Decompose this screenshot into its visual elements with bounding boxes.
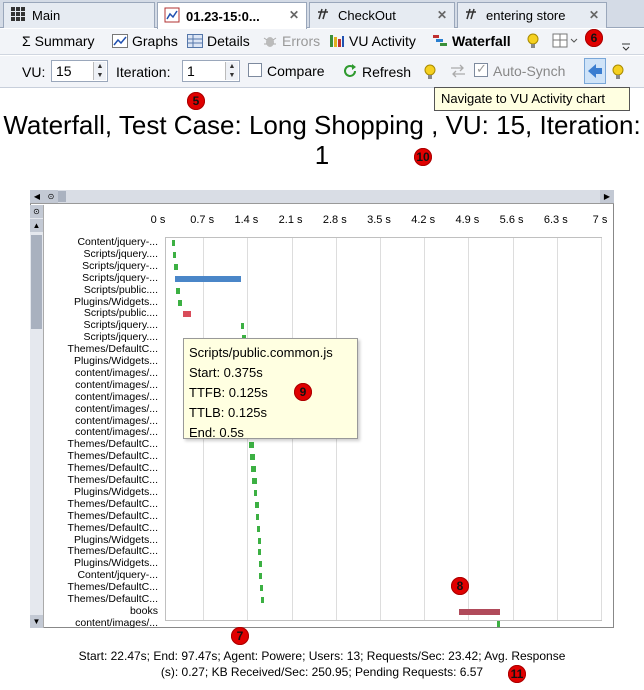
- row-label: Themes/DefaultC...: [67, 509, 158, 522]
- request-bar[interactable]: [176, 288, 180, 294]
- row-label: Themes/DefaultC...: [67, 545, 158, 558]
- tooltip-ttfb: TTFB: 0.125s: [189, 385, 268, 400]
- row-label: content/images/...: [75, 426, 158, 439]
- request-bar[interactable]: [174, 264, 178, 270]
- tab-strip: [0, 0, 644, 28]
- waterfall-button[interactable]: [432, 33, 511, 49]
- tooltip-end: End: 0.5s: [189, 425, 244, 440]
- request-bar[interactable]: [497, 621, 500, 627]
- tooltip-ttlb: TTLB: 0.125s: [189, 405, 268, 420]
- stats-footer: [0, 648, 644, 680]
- navigate-tooltip: Navigate to VU Activity chart: [434, 87, 630, 111]
- annotation-badge: 11: [508, 665, 526, 683]
- row-label: Themes/DefaultC...: [67, 450, 158, 463]
- vu-spinner[interactable]: [51, 60, 108, 82]
- x-tick-label: 1.4 s: [234, 214, 259, 226]
- request-bar[interactable]: [257, 526, 260, 532]
- details-button[interactable]: [187, 33, 250, 49]
- row-label: Themes/DefaultC...: [67, 593, 158, 605]
- annotation-badge: 7: [231, 627, 249, 645]
- iteration-label: Iteration:: [116, 64, 171, 80]
- row-label: Themes/DefaultC...: [67, 474, 158, 486]
- gridline: [513, 238, 514, 620]
- chart-doc-icon: [164, 7, 180, 26]
- row-label: Themes/DefaultC...: [67, 497, 158, 510]
- refresh-button[interactable]: Refresh: [362, 64, 412, 80]
- tab-label: entering store: [486, 8, 566, 23]
- row-label: Plugins/Widgets...: [73, 295, 158, 308]
- request-bar[interactable]: [254, 490, 258, 496]
- row-label: Themes/DefaultC...: [67, 462, 158, 475]
- sigma-icon: Σ: [22, 33, 31, 49]
- table-icon: [187, 34, 203, 48]
- request-bar[interactable]: [260, 585, 263, 591]
- row-label: books: [129, 604, 158, 617]
- x-tick-label: 7 s: [592, 214, 608, 226]
- request-bar[interactable]: [175, 276, 241, 282]
- row-label: Content/jquery-...: [77, 236, 158, 248]
- row-label: Scripts/jquery-...: [82, 259, 158, 272]
- request-bar[interactable]: [256, 514, 259, 520]
- errors-button[interactable]: [262, 33, 320, 49]
- line-chart-icon: [112, 34, 128, 48]
- waterfall-label: Waterfall: [452, 33, 511, 49]
- lightbulb-icon[interactable]: [612, 64, 624, 83]
- chart-title: [0, 110, 644, 170]
- x-tick-label: 4.9 s: [455, 214, 480, 226]
- tab-main[interactable]: [3, 2, 155, 28]
- request-bar[interactable]: [172, 240, 175, 246]
- x-tick-label: 5.6 s: [499, 214, 524, 226]
- row-label: Scripts/jquery-...: [82, 271, 158, 284]
- view-toolbar: [0, 29, 644, 55]
- tooltip-name: Scripts/public.common.js: [189, 345, 333, 360]
- request-bar[interactable]: [183, 311, 191, 317]
- gridline: [601, 238, 602, 620]
- refresh-icon[interactable]: [342, 63, 358, 82]
- stats-line-1: Start: 22.47s; End: 97.47s; Agent: Powere; Users: 13; Requests/Sec: 23.42; Avg. Response: [78, 649, 566, 663]
- grid-icon: [10, 6, 26, 25]
- layout-grid-button[interactable]: [552, 33, 578, 49]
- bug-icon: [262, 34, 278, 48]
- x-tick-label: 3.5 s: [367, 214, 391, 226]
- row-label: Scripts/public....: [83, 307, 158, 320]
- row-label: Scripts/jquery....: [83, 331, 158, 344]
- chart-title-text: Waterfall, Test Case: Long Shopping , VU: 15, Iteration: 1: [3, 110, 641, 170]
- row-label: content/images/...: [75, 366, 158, 379]
- summary-button[interactable]: [22, 33, 95, 49]
- vu-activity-icon: [329, 34, 345, 48]
- request-bar[interactable]: [251, 466, 256, 472]
- close-icon[interactable]: ✕: [588, 8, 599, 22]
- x-tick-label: 4.2 s: [411, 214, 436, 226]
- spinner-arrows-icon[interactable]: ▲ ▼: [93, 62, 106, 80]
- vu-activity-label: VU Activity: [349, 33, 416, 49]
- request-bar[interactable]: [173, 252, 176, 258]
- row-label: content/images/...: [75, 414, 158, 427]
- row-label: content/images/...: [75, 390, 158, 403]
- tab-results[interactable]: [157, 2, 307, 29]
- x-tick-label: 2.1 s: [278, 214, 303, 226]
- x-tick-label: 2.8 s: [322, 214, 347, 226]
- row-label: Plugins/Widgets...: [73, 355, 158, 367]
- request-bar[interactable]: [258, 538, 261, 544]
- annotation-badge: 6: [585, 29, 603, 47]
- row-label: Plugins/Widgets...: [73, 485, 158, 498]
- vu-activity-button[interactable]: [329, 33, 416, 49]
- navigate-vu-activity-button[interactable]: [584, 58, 606, 84]
- tab-entering-store[interactable]: [457, 2, 607, 28]
- auto-synch-label: Auto-Synch: [493, 63, 566, 79]
- script-icon: [464, 6, 480, 25]
- tab-label: 01.23-15:0...: [186, 8, 260, 24]
- vu-value: 15: [56, 63, 72, 79]
- graphs-button[interactable]: [112, 33, 178, 49]
- row-label: content/images/...: [75, 616, 158, 629]
- request-bar[interactable]: [259, 561, 262, 567]
- row-label: Scripts/jquery....: [83, 319, 158, 332]
- scroll-down-icon[interactable]: ▼: [30, 615, 43, 628]
- lightbulb-icon[interactable]: [527, 33, 539, 49]
- x-tick-label: 6.3 s: [543, 214, 568, 226]
- request-bar[interactable]: [241, 323, 244, 329]
- auto-synch-checkbox[interactable]: [474, 63, 488, 77]
- lightbulb-icon[interactable]: [424, 64, 436, 83]
- row-label: Scripts/jquery....: [83, 247, 158, 260]
- row-label: Plugins/Widgets...: [73, 557, 158, 570]
- iteration-value: 1: [187, 63, 195, 79]
- request-bar[interactable]: [249, 442, 254, 448]
- row-label: Content/jquery-...: [77, 569, 158, 582]
- script-icon: [316, 6, 332, 25]
- x-tick-label: 0.7 s: [190, 214, 215, 226]
- request-bar[interactable]: [259, 573, 262, 579]
- tab-checkout[interactable]: [309, 2, 455, 28]
- tab-label: CheckOut: [338, 8, 396, 23]
- spinner-arrows-icon[interactable]: ▲ ▼: [225, 62, 238, 80]
- request-bar[interactable]: [178, 300, 182, 306]
- gridline: [424, 238, 425, 620]
- request-bar[interactable]: [258, 549, 261, 555]
- gridline: [468, 238, 469, 620]
- scroll-gear-icon[interactable]: ⊙: [44, 190, 58, 203]
- x-tick-label: 0 s: [150, 214, 166, 226]
- details-label: Details: [207, 33, 250, 49]
- row-label: Themes/DefaultC...: [67, 438, 158, 451]
- request-bar[interactable]: [459, 609, 500, 615]
- annotation-badge: 5: [187, 92, 205, 110]
- request-bar[interactable]: [255, 502, 259, 508]
- sync-arrows-icon[interactable]: [449, 64, 467, 81]
- layout-grid-icon: [552, 33, 578, 49]
- stats-line-2: (s): 0.27; KB Received/Sec: 250.95; Pending Requests: 6.57: [160, 665, 484, 679]
- request-tooltip: [183, 338, 358, 439]
- annotation-badge: 8: [451, 577, 469, 595]
- overflow-chevron-icon[interactable]: [621, 42, 631, 52]
- waterfall-icon: [432, 34, 448, 48]
- row-label: content/images/...: [75, 402, 158, 415]
- graphs-label: Graphs: [132, 33, 178, 49]
- row-label: Themes/DefaultC...: [67, 581, 158, 594]
- errors-label: Errors: [282, 33, 321, 49]
- vu-toolbar: [0, 56, 644, 88]
- close-icon[interactable]: ✕: [436, 8, 447, 22]
- row-label: content/images/...: [75, 378, 158, 391]
- scroll-right-icon[interactable]: ▶: [600, 190, 614, 203]
- tab-label: Main: [32, 8, 61, 23]
- annotation-badge: 9: [294, 383, 312, 401]
- horizontal-scrollbar[interactable]: [30, 190, 614, 204]
- scroll-gear-icon[interactable]: ⊙: [30, 205, 43, 218]
- compare-checkbox[interactable]: [248, 63, 262, 77]
- request-bar[interactable]: [250, 454, 255, 460]
- row-label: Scripts/public....: [83, 283, 158, 296]
- tooltip-start: Start: 0.375s: [189, 365, 263, 380]
- request-bar[interactable]: [252, 478, 257, 484]
- gridline: [380, 238, 381, 620]
- summary-label: Summary: [34, 33, 95, 49]
- close-icon[interactable]: ✕: [288, 8, 299, 22]
- vu-label: VU:: [22, 64, 46, 80]
- scroll-up-icon[interactable]: ▲: [30, 219, 43, 232]
- request-bar[interactable]: [261, 597, 264, 603]
- iteration-spinner[interactable]: [182, 60, 240, 82]
- scroll-thumb[interactable]: [58, 191, 66, 202]
- annotation-badge: 10: [414, 148, 432, 166]
- row-label: Plugins/Widgets...: [73, 533, 158, 546]
- arrow-left-icon: [585, 59, 605, 83]
- row-label: Themes/DefaultC...: [67, 521, 158, 534]
- row-label: Themes/DefaultC...: [67, 343, 158, 356]
- gridline: [557, 238, 558, 620]
- scroll-left-icon[interactable]: ◀: [30, 190, 44, 203]
- compare-label: Compare: [267, 63, 325, 79]
